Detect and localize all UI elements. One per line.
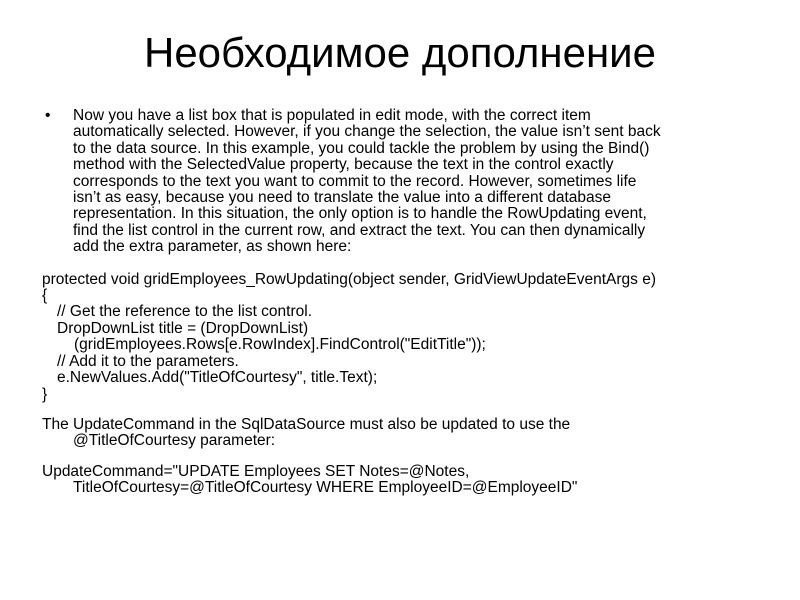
bullet-line: representation. In this situation, the only option is to handle the RowUpdating event,: [73, 205, 647, 223]
code-comment: // Get the reference to the list control.: [57, 303, 313, 321]
bullet-paragraph: [42, 108, 762, 256]
slide-title: Необходимое дополнение: [143, 29, 657, 76]
bullet-line: isn’t as easy, because you need to translate the value into a different database: [73, 189, 611, 207]
code-block: [42, 272, 762, 403]
update-note-line: The UpdateCommand in the SqlDataSource must also be updated to use the: [42, 415, 571, 433]
bullet-line: add the extra parameter, as shown here:: [73, 238, 352, 256]
spacer: [42, 403, 762, 417]
spacer: [42, 450, 762, 464]
update-command-continuation: TitleOfCourtesy=@TitleOfCourtesy WHERE EmployeeID=@EmployeeID": [73, 479, 578, 497]
update-command: [42, 464, 762, 497]
bullet-line: to the data source. In this example, you could tackle the problem by using the Bind(): [73, 139, 650, 157]
bullet-line: automatically selected. However, if you change the selection, the value isn’t sent back: [73, 123, 661, 141]
slide-content: [42, 108, 762, 497]
bullet-icon: •: [45, 107, 51, 124]
code-add-line: e.NewValues.Add("TitleOfCourtesy", title.Text);: [57, 369, 378, 387]
code-declaration-continuation: (gridEmployees.Rows[e.RowIndex].FindControl("EditTitle"));: [74, 336, 486, 354]
bullet-line: corresponds to the text you want to commit to the record. However, sometimes life: [73, 172, 637, 190]
bullet-line: Now you have a list box that is populated in edit mode, with the correct item: [73, 107, 591, 124]
code-close-brace: }: [42, 385, 48, 403]
code-signature: protected void gridEmployees_RowUpdating(object sender, GridViewUpdateEventArgs e): [42, 270, 657, 288]
update-note-continuation: @TitleOfCourtesy parameter:: [73, 432, 276, 450]
update-command-line: UpdateCommand="UPDATE Employees SET Notes=@Notes,: [42, 462, 470, 480]
bullet-line: find the list control in the current row, and extract the text. You can then dynamically: [73, 221, 646, 239]
code-comment: // Add it to the parameters.: [57, 352, 239, 370]
code-declaration: [42, 321, 762, 354]
bullet-line: method with the SelectedValue property, because the text in the control exactly: [73, 156, 614, 174]
code-declaration-line: DropDownList title = (DropDownList): [57, 319, 309, 337]
code-open-brace: {: [42, 287, 48, 305]
update-note: [42, 417, 762, 450]
